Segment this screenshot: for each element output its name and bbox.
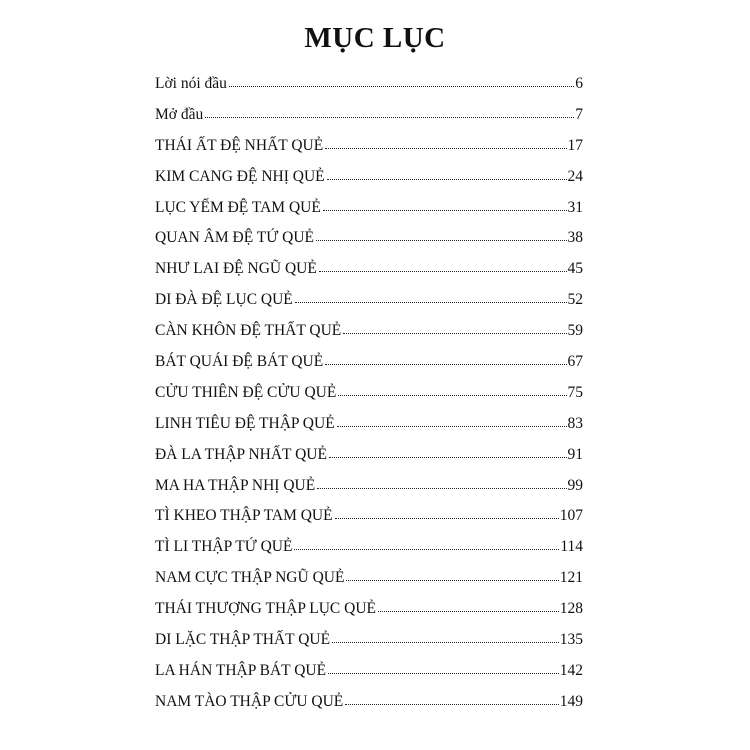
toc-entry-label: LỤC YẾM ĐỆ TAM QUẺ bbox=[155, 198, 321, 216]
toc-entry-page-number: 83 bbox=[567, 414, 583, 432]
dot-leader bbox=[338, 395, 566, 396]
toc-entry-label: THÁI THƯỢNG THẬP LỤC QUẺ bbox=[155, 600, 376, 618]
toc-entry-label: LINH TIÊU ĐỆ THẬP QUẺ bbox=[155, 414, 335, 432]
toc-entry bbox=[155, 471, 583, 502]
toc-entry bbox=[155, 131, 583, 162]
toc-entry-label: KIM CANG ĐỆ NHỊ QUẺ bbox=[155, 167, 325, 185]
toc-entry bbox=[155, 532, 583, 563]
toc-entry-label: NAM TÀO THẬP CỬU QUẺ bbox=[155, 692, 344, 710]
table-of-contents bbox=[155, 69, 583, 718]
toc-entry bbox=[155, 687, 583, 718]
toc-entry bbox=[155, 656, 583, 687]
dot-leader bbox=[323, 210, 567, 211]
dot-leader bbox=[346, 580, 558, 581]
toc-entry-label: NHƯ LAI ĐỆ NGŨ QUẺ bbox=[155, 260, 317, 278]
toc-entry bbox=[155, 563, 583, 594]
toc-entry-page-number: 135 bbox=[559, 631, 583, 649]
dot-leader bbox=[325, 364, 566, 365]
dot-leader bbox=[332, 642, 559, 643]
toc-entry-label: CÀN KHÔN ĐỆ THẤT QUẺ bbox=[155, 322, 342, 340]
toc-entry-page-number: 45 bbox=[567, 260, 583, 278]
dot-leader bbox=[325, 148, 566, 149]
toc-entry bbox=[155, 162, 583, 193]
toc-entry bbox=[155, 378, 583, 409]
toc-entry bbox=[155, 285, 583, 316]
toc-entry bbox=[155, 316, 583, 347]
toc-entry bbox=[155, 594, 583, 625]
toc-entry bbox=[155, 69, 583, 100]
toc-entry bbox=[155, 100, 583, 131]
dot-leader bbox=[345, 704, 558, 705]
toc-entry bbox=[155, 440, 583, 471]
dot-leader bbox=[294, 549, 559, 550]
toc-entry bbox=[155, 193, 583, 224]
dot-leader bbox=[378, 611, 559, 612]
toc-entry bbox=[155, 409, 583, 440]
toc-entry bbox=[155, 223, 583, 254]
dot-leader bbox=[329, 457, 567, 458]
dot-leader bbox=[316, 240, 567, 241]
toc-entry-page-number: 142 bbox=[559, 661, 583, 679]
toc-entry-label: TÌ LI THẬP TỨ QUẺ bbox=[155, 538, 293, 556]
toc-entry-page-number: 149 bbox=[559, 692, 583, 710]
toc-entry-page-number: 75 bbox=[567, 383, 583, 401]
toc-entry-page-number: 121 bbox=[559, 569, 583, 587]
dot-leader bbox=[295, 302, 567, 303]
dot-leader bbox=[337, 426, 567, 427]
dot-leader bbox=[205, 117, 574, 118]
toc-entry bbox=[155, 501, 583, 532]
toc-entry-page-number: 17 bbox=[567, 136, 583, 154]
toc-entry-label: MA HA THẬP NHỊ QUẺ bbox=[155, 476, 316, 494]
toc-entry-label: Mở đầu bbox=[155, 105, 204, 123]
toc-entry-page-number: 52 bbox=[567, 291, 583, 309]
toc-entry bbox=[155, 254, 583, 285]
dot-leader bbox=[335, 518, 559, 519]
toc-entry-label: ĐÀ LA THẬP NHẤT QUẺ bbox=[155, 445, 327, 463]
dot-leader bbox=[328, 673, 559, 674]
toc-entry-page-number: 59 bbox=[567, 322, 583, 340]
toc-entry-page-number: 67 bbox=[567, 353, 583, 371]
toc-entry bbox=[155, 625, 583, 656]
toc-entry-label: TÌ KHEO THẬP TAM QUẺ bbox=[155, 507, 333, 525]
dot-leader bbox=[327, 179, 567, 180]
toc-entry-label: DI ĐÀ ĐỆ LỤC QUẺ bbox=[155, 291, 293, 309]
toc-entry-page-number: 107 bbox=[559, 507, 583, 525]
toc-entry-label: THÁI ẤT ĐỆ NHẤT QUẺ bbox=[155, 136, 324, 154]
dot-leader bbox=[229, 86, 574, 87]
toc-entry-page-number: 128 bbox=[559, 600, 583, 618]
page-title: MỤC LỤC bbox=[304, 22, 446, 54]
toc-entry-label: BÁT QUÁI ĐỆ BÁT QUẺ bbox=[155, 353, 324, 371]
toc-entry-label: DI LẶC THẬP THẤT QUẺ bbox=[155, 631, 331, 649]
dot-leader bbox=[319, 271, 567, 272]
dot-leader bbox=[343, 333, 566, 334]
toc-entry-page-number: 91 bbox=[567, 445, 583, 463]
toc-entry-page-number: 24 bbox=[567, 167, 583, 185]
toc-entry-label: QUAN ÂM ĐỆ TỨ QUẺ bbox=[155, 229, 314, 247]
toc-entry-page-number: 31 bbox=[567, 198, 583, 216]
toc-entry-page-number: 38 bbox=[567, 229, 583, 247]
toc-entry-page-number: 99 bbox=[567, 476, 583, 494]
toc-entry-label: LA HÁN THẬP BÁT QUẺ bbox=[155, 661, 327, 679]
dot-leader bbox=[317, 488, 566, 489]
toc-entry-label: NAM CỰC THẬP NGŨ QUẺ bbox=[155, 569, 345, 587]
toc-entry-label: CỬU THIÊN ĐỆ CỬU QUẺ bbox=[155, 383, 337, 401]
toc-entry-page-number: 7 bbox=[575, 105, 583, 123]
toc-entry-label: Lời nói đầu bbox=[155, 75, 227, 92]
toc-entry-page-number: 6 bbox=[575, 75, 583, 92]
toc-entry-page-number: 114 bbox=[560, 538, 583, 556]
toc-entry bbox=[155, 347, 583, 378]
